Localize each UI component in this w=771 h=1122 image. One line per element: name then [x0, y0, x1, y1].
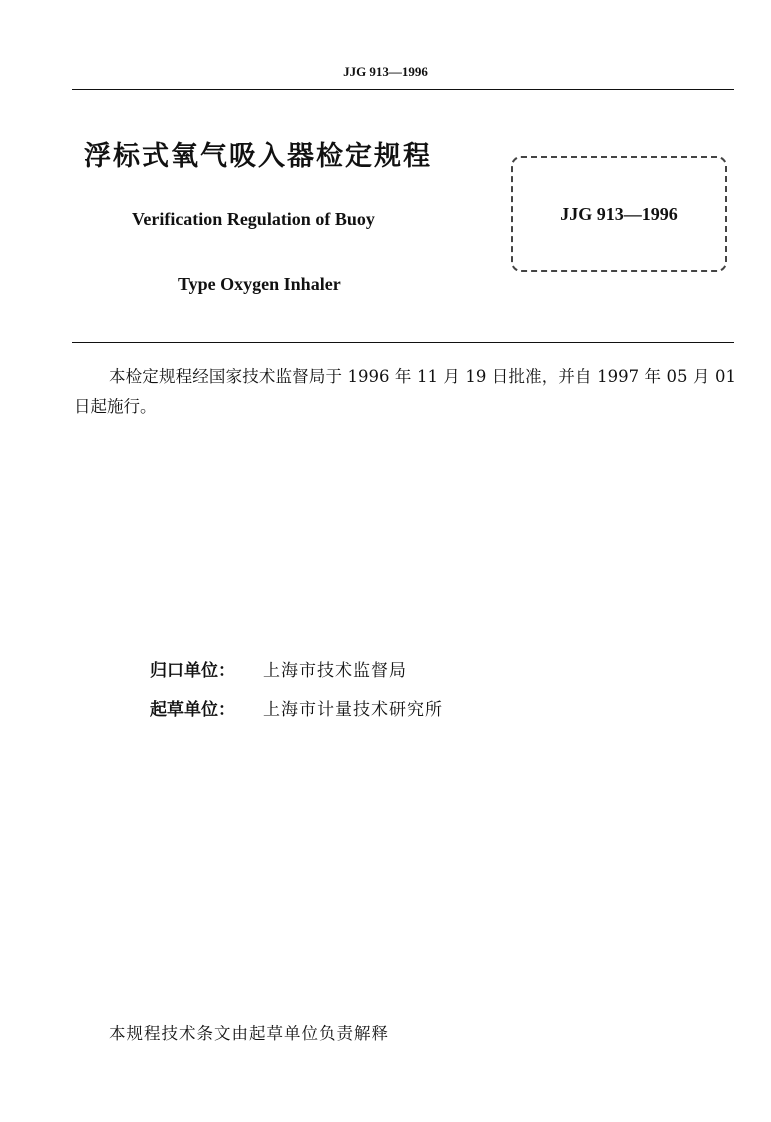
- responsible-unit-value: 上海市技术监督局: [263, 661, 407, 681]
- drafting-unit-row: [150, 695, 443, 720]
- header-rule: [72, 89, 734, 90]
- responsible-unit-row: [150, 656, 407, 681]
- drafting-unit-label: 起草单位：: [150, 700, 235, 720]
- interpretation-note: 本规程技术条文由起草单位负责解释: [109, 1024, 389, 1043]
- title-english-line-2: Type Oxygen Inhaler: [178, 274, 341, 294]
- title-english-line-1: Verification Regulation of Buoy: [132, 209, 375, 229]
- document-code-box: [511, 156, 727, 272]
- approval-statement: 本检定规程经国家技术监督局于 1996 年 11 月 19 日批准，并自 1997 年 05 月 01 日起施行。: [74, 367, 736, 416]
- responsible-unit-label: 归口单位：: [150, 661, 235, 681]
- title-chinese: 浮标式氧气吸入器检定规程: [84, 141, 432, 172]
- header-document-code: JJG 913—1996: [343, 64, 428, 79]
- section-rule: [72, 342, 734, 343]
- document-code-box-text: JJG 913—1996: [560, 203, 678, 224]
- drafting-unit-value: 上海市计量技术研究所: [263, 700, 443, 720]
